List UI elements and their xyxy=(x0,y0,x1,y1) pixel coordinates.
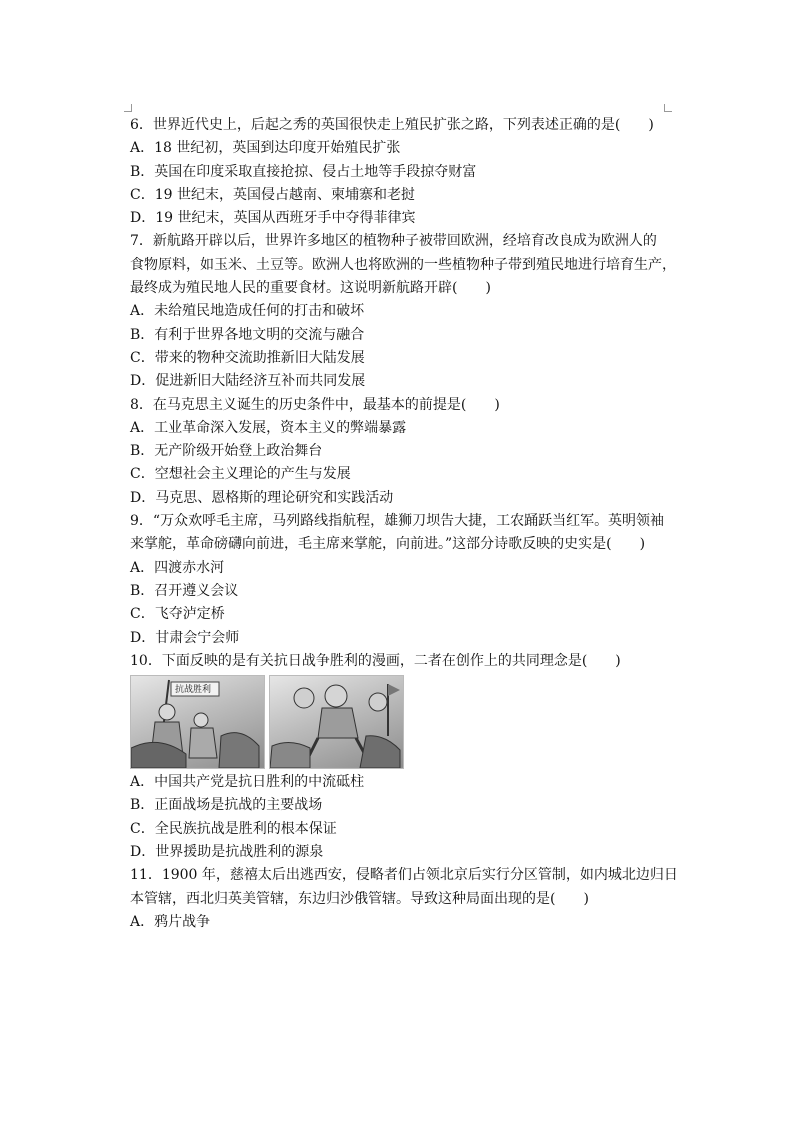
option-a: A．四渡赤水河 xyxy=(130,559,225,576)
option-b: B．召开遵义会议 xyxy=(130,582,239,599)
question-stem: 6．世界近代史上，后起之秀的英国很快走上殖民扩张之路，下列表述正确的是( ) xyxy=(130,117,654,133)
option-d: D．19 世纪末，英国从西班牙手中夺得菲律宾 xyxy=(130,210,416,227)
question-9 xyxy=(130,510,670,650)
cartoon-figures xyxy=(130,675,670,771)
question-8 xyxy=(130,394,670,510)
question-stem: 8．在马克思主义诞生的历史条件中，最基本的前提是( ) xyxy=(130,396,500,413)
option-c: C．空想社会主义理论的产生与发展 xyxy=(130,466,351,483)
question-10 xyxy=(130,650,670,864)
question-stem: 11．1900 年，慈禧太后出逃西安，侵略者们占领北京后实行分区管制，如内城北边归日 xyxy=(130,867,678,884)
question-stem: 最终成为殖民地人民的重要食材。这说明新航路开辟( ) xyxy=(130,280,491,297)
question-7 xyxy=(130,230,676,393)
question-stem: 9．“万众欢呼毛主席，马列路线指航程，雄狮刀坝告大捷，工农踊跃当红军。英明领袖 xyxy=(130,513,665,530)
option-a: A．鸦片战争 xyxy=(130,913,211,930)
option-b: B．英国在印度采取直接抢掠、侵占土地等手段掠夺财富 xyxy=(130,163,477,180)
option-c: C．带来的物种交流助推新旧大陆发展 xyxy=(130,349,365,366)
cartoon-image-right xyxy=(269,675,404,769)
option-a: A．18 世纪初，英国到达印度开始殖民扩张 xyxy=(130,140,401,157)
document-content xyxy=(130,114,678,934)
question-stem: 食物原料，如玉米、土豆等。欧洲人也将欧洲的一些植物种子带到殖民地进行培育生产， xyxy=(130,256,676,273)
question-6 xyxy=(130,114,670,230)
question-11 xyxy=(130,864,678,934)
cartoon-image-left xyxy=(130,675,265,769)
option-a: A．工业革命深入发展，资本主义的弊端暴露 xyxy=(130,419,407,436)
page-corner-mark-right xyxy=(664,104,672,112)
option-a: A．中国共产党是抗日胜利的中流砥柱 xyxy=(130,774,365,791)
option-d: D．世界援助是抗战胜利的源泉 xyxy=(130,844,324,861)
option-d: D．马克思、恩格斯的理论研究和实践活动 xyxy=(130,489,394,506)
option-c: C．全民族抗战是胜利的根本保证 xyxy=(130,820,337,837)
option-a: A．未给殖民地造成任何的打击和破坏 xyxy=(130,303,365,320)
option-d: D．甘肃会宁会师 xyxy=(130,629,240,646)
option-b: B．无产阶级开始登上政治舞台 xyxy=(130,443,323,460)
option-c: C．飞夺泸定桥 xyxy=(130,606,225,623)
question-stem: 本管辖，西北归英美管辖，东边归沙俄管辖。导致这种局面出现的是( ) xyxy=(130,890,589,907)
option-b: B．有利于世界各地文明的交流与融合 xyxy=(130,326,365,343)
question-stem: 7．新航路开辟以后，世界许多地区的植物种子被带回欧洲，经培育改良成为欧洲人的 xyxy=(130,233,657,250)
option-b: B．正面战场是抗战的主要战场 xyxy=(130,797,323,814)
question-stem: 10．下面反映的是有关抗日战争胜利的漫画，二者在创作上的共同理念是( ) xyxy=(130,652,621,669)
cartoon-banner-text: 抗战胜利 xyxy=(175,685,212,696)
question-stem: 来掌舵，革命磅礴向前进，毛主席来掌舵，向前进。”这部分诗歌反映的史实是( ) xyxy=(130,536,646,553)
page-corner-mark-left xyxy=(124,104,132,112)
option-d: D．促进新旧大陆经济互补而共同发展 xyxy=(130,373,366,390)
option-c: C．19 世纪末，英国侵占越南、柬埔寨和老挝 xyxy=(130,186,415,203)
